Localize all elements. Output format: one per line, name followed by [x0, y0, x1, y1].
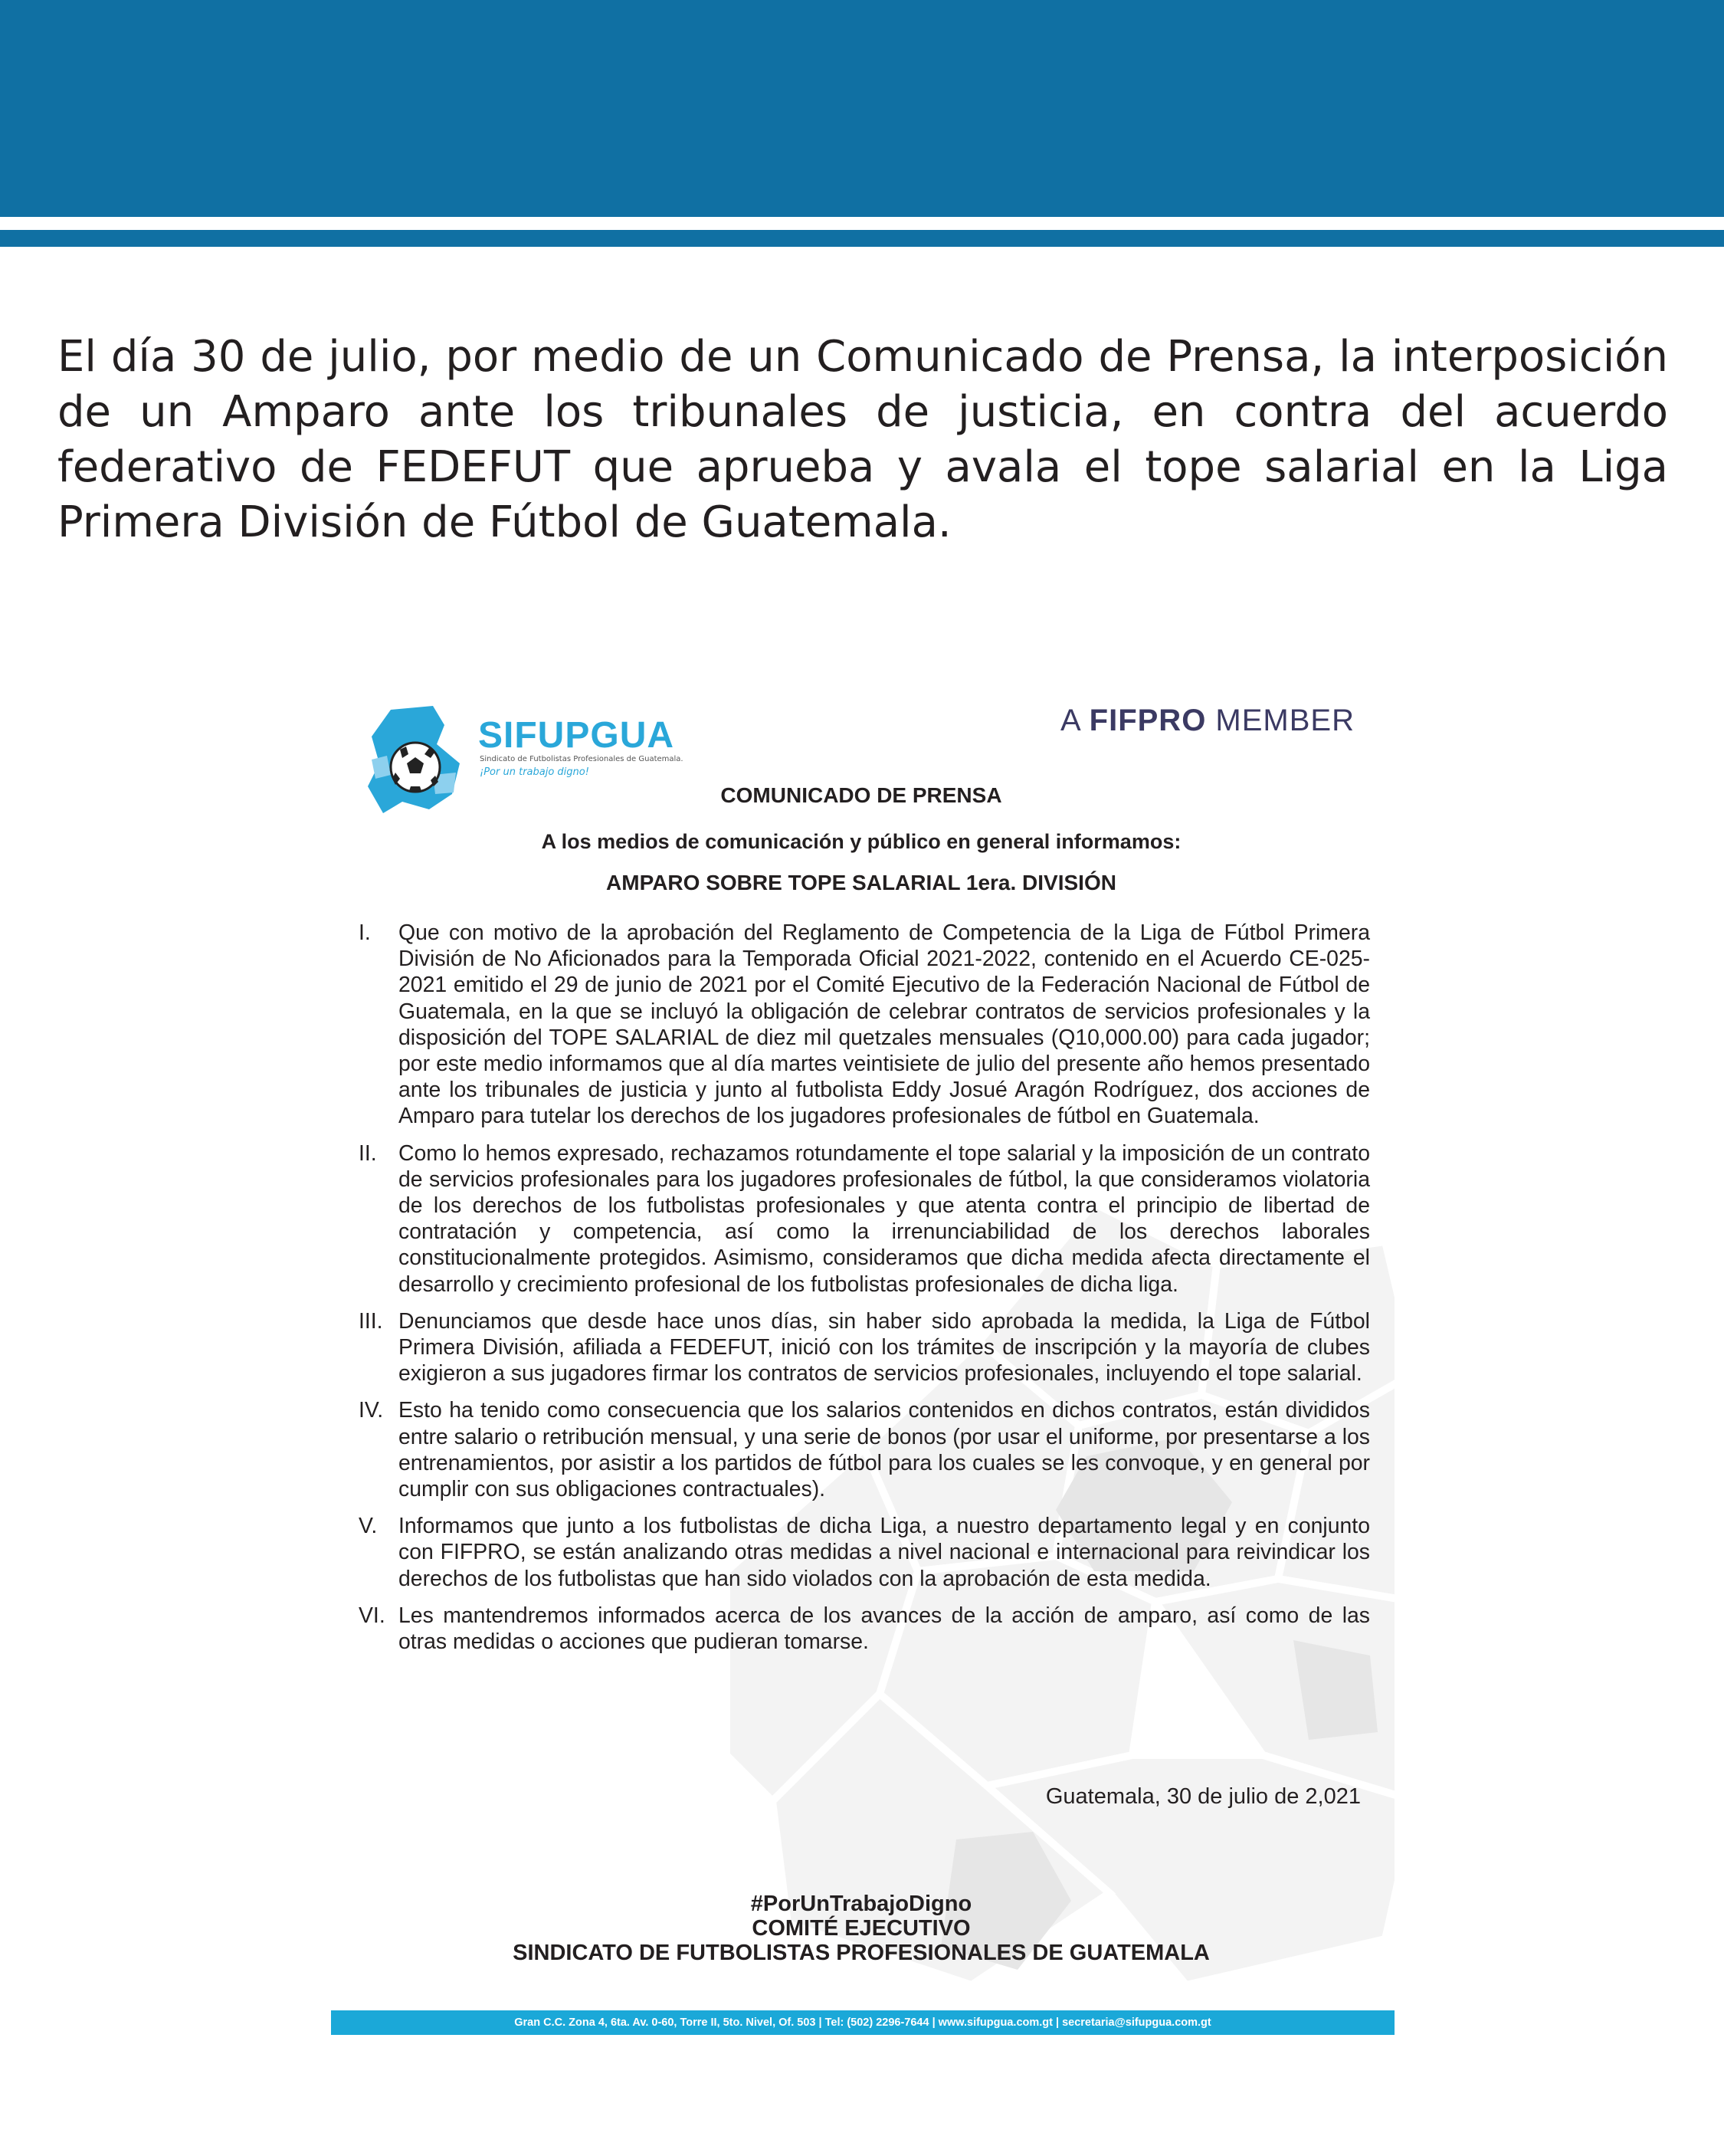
organization-name: SINDICATO DE FUTBOLISTAS PROFESIONALES DE GUATEMALA [513, 1941, 1210, 1965]
fifpro-brand: FIFPRO [1089, 704, 1207, 737]
release-title: COMUNICADO DE PRENSA [720, 783, 1002, 807]
release-item [359, 1397, 1370, 1502]
item-text: Esto ha tenido como consecuencia que los salarios contenidos en dichos contratos, están divididos entre salario o retribución mensual, y una serie de bonos (por usar el uniforme, por presentarse a los entrenamientos, por asistir a los partidos de fútbol para los cuales se les convoque, y en general por cumplir con sus obligaciones contractuales). [398, 1398, 1370, 1502]
logo-subtitle: Sindicato de Futbolistas Profesionales de Guatemala. [480, 755, 683, 763]
press-release-image [328, 674, 1395, 2040]
place-date: Guatemala, 30 de julio de 2,021 [1045, 1784, 1361, 1809]
release-item [359, 1513, 1370, 1592]
item-numeral: IV. [359, 1398, 384, 1423]
contact-footer: Gran C.C. Zona 4, 6ta. Av. 0-60, Torre II, 5to. Nivel, Of. 503 | Tel: (502) 2296-7644 | www.sifupgua.com.gt | secretaria@sifupgua.com.gt [331, 2010, 1395, 2035]
release-item [359, 1603, 1370, 1655]
release-item [359, 1308, 1370, 1387]
fifpro-prefix: A [1060, 704, 1090, 737]
logo-tagline: ¡Por un trabajo digno! [480, 766, 589, 778]
item-numeral: VI. [359, 1603, 385, 1628]
item-text: Les mantendremos informados acerca de los avances de la acción de amparo, así como de las otras medidas o acciones que pudieran tomarse. [398, 1603, 1370, 1655]
release-topic: AMPARO SOBRE TOPE SALARIAL 1era. DIVISIÓN [606, 871, 1116, 894]
top-stripe [0, 230, 1724, 247]
release-subtitle: A los medios de comunicación y público en general informamos: [541, 830, 1182, 853]
item-numeral: II. [359, 1140, 377, 1166]
intro-paragraph: El día 30 de julio, por medio de un Comunicado de Prensa, la interposición de un Amparo ante los tribunales de justicia, en contra del acuerdo federativo de FEDEFUT que aprueba y avala el tope salarial en la Liga Primera División de Fútbol de Guatemala. [57, 332, 1668, 547]
committee-name: COMITÉ EJECUTIVO [752, 1916, 971, 1941]
fifpro-suffix: MEMBER [1206, 704, 1355, 737]
fifpro-member-badge [1060, 704, 1355, 738]
item-text: Informamos que junto a los futbolistas de dicha Liga, a nuestro departamento legal y en conjunto con FIFPRO, se están analizando otras medidas a nivel nacional e internacional para reivindicar los derechos de los futbolistas que han sido violados con la aprobación de esta medida. [398, 1514, 1370, 1591]
logo-name: SIFUPGUA [478, 715, 675, 756]
item-numeral: V. [359, 1514, 378, 1539]
release-items [359, 920, 1370, 1665]
item-numeral: III. [359, 1308, 383, 1334]
hashtag: #PorUnTrabajoDigno [750, 1892, 972, 1916]
item-numeral: I. [359, 920, 371, 945]
release-item [359, 920, 1370, 1130]
top-banner [0, 0, 1724, 217]
item-text: Que con motivo de la aprobación del Reglamento de Competencia de la Liga de Fútbol Primera División de No Aficionados para la Temporada Oficial 2021-2022, contenido en el Acuerdo CE-025-2021 emitido el 29 de junio de 2021 por el Comité Ejecutivo de la Federación Nacional de Fútbol de Guatemala, en la que se incluyó la obligación de celebrar contratos de servicios profesionales y la disposición del TOPE SALARIAL de diez mil quetzales mensuales (Q10,000.00) para cada jugador; por este medio informamos que al día martes veintisiete de julio del presente año hemos presentado ante los tribunales de justicia y junto al futbolista Eddy Josué Aragón Rodríguez, dos acciones de Amparo para tutelar los derechos de los jugadores profesionales de fútbol en Guatemala. [398, 920, 1370, 1129]
release-item [359, 1140, 1370, 1298]
item-text: Denunciamos que desde hace unos días, sin haber sido aprobada la medida, la Liga de Fútbol Primera División, afiliada a FEDEFUT, inició con los trámites de inscripción y la mayoría de clubes exigieron a sus jugadores firmar los contratos de servicios profesionales, incluyendo el tope salarial. [398, 1308, 1370, 1386]
item-text: Como lo hemos expresado, rechazamos rotundamente el tope salarial y la imposición de un contrato de servicios profesionales para los jugadores profesionales de fútbol, la que consideramos violatoria de los derechos de los futbolistas profesionales y que atenta contra el principio de libertad de contratación y competencia, así como la irrenunciabilidad de los derechos laborales constitucionalmente protegidos. Asimismo, consideramos que dicha medida afecta directamente el desarrollo y crecimiento profesional de los futbolistas profesionales de dicha liga. [398, 1140, 1370, 1297]
